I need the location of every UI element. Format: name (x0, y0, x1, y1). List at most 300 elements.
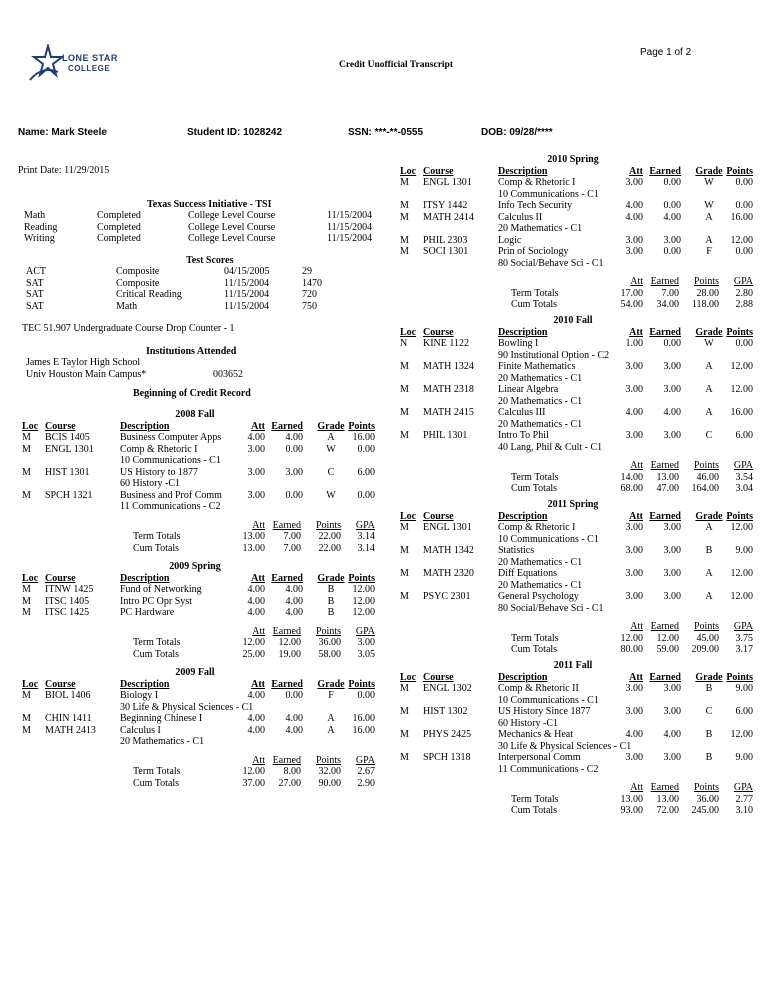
course-description: PC Hardware (120, 607, 175, 618)
tsi-level: College Level Course (188, 210, 276, 221)
col-header-course: Course (45, 572, 76, 584)
cum-totals-label: Cum Totals (511, 299, 558, 310)
term-totals-earned: 12.00 (278, 637, 301, 648)
course-points: 12.00 (730, 729, 753, 740)
course-code: ENGL 1301 (423, 177, 472, 188)
course-grade: W (704, 200, 714, 211)
tsi-status: Completed (97, 210, 141, 221)
term-totals-att: 12.00 (620, 632, 643, 644)
course-loc: M (400, 246, 409, 257)
totals-header-points: Points (693, 621, 719, 632)
course-att: 4.00 (247, 584, 265, 595)
course-description: Comp & Rhetoric II (498, 683, 579, 694)
term-totals-points: 32.00 (318, 766, 341, 777)
col-header-att: Att (629, 510, 643, 522)
col-header-loc: Loc (400, 510, 417, 522)
totals-header-att: Att (252, 519, 265, 531)
col-header-description: Description (498, 326, 548, 338)
col-header-att: Att (629, 165, 643, 177)
course-points: 6.00 (735, 430, 753, 441)
cum-totals-att: 68.00 (620, 483, 643, 494)
course-code: BCIS 1405 (45, 432, 90, 443)
cum-totals-points: 58.00 (318, 648, 341, 660)
course-points: 12.00 (352, 584, 375, 595)
term-totals-earned: 7.00 (661, 287, 679, 299)
course-earned: 4.00 (663, 211, 681, 223)
course-att: 3.00 (625, 545, 643, 556)
course-att: 3.00 (625, 234, 643, 246)
course-earned: 0.00 (663, 246, 681, 257)
term-totals-earned: 13.00 (656, 793, 679, 805)
totals-header-earned: Earned (650, 782, 679, 793)
col-header-earned: Earned (271, 572, 303, 584)
test-component: Critical Reading (116, 289, 182, 300)
col-header-loc: Loc (400, 165, 417, 177)
course-description: Logic (498, 234, 522, 246)
col-header-att: Att (251, 420, 265, 432)
totals-header-earned: Earned (272, 625, 301, 637)
course-category: 10 Communications - C1 (498, 188, 599, 200)
course-code: PHIL 2303 (423, 234, 468, 246)
totals-header-att: Att (630, 460, 643, 471)
course-earned: 0.00 (285, 489, 303, 501)
term-totals-points: 36.00 (318, 637, 341, 648)
course-att: 4.00 (625, 211, 643, 223)
course-att: 3.00 (625, 568, 643, 579)
course-points: 9.00 (735, 545, 753, 556)
term-totals-label: Term Totals (511, 471, 559, 483)
course-points: 12.00 (730, 384, 753, 395)
course-category: 90 Institutional Option - C2 (498, 349, 610, 361)
course-loc: M (400, 177, 409, 188)
course-earned: 0.00 (663, 338, 681, 349)
term-totals-earned: 8.00 (283, 766, 301, 777)
course-loc: M (400, 545, 409, 556)
course-grade: B (327, 607, 335, 618)
term-totals-gpa: 2.67 (357, 766, 375, 777)
course-earned: 0.00 (285, 443, 303, 455)
course-code: ENGL 1302 (423, 683, 472, 694)
course-grade: F (706, 246, 712, 257)
totals-header-att: Att (252, 754, 265, 766)
course-description: Prin of Sociology (498, 246, 569, 257)
cum-totals-label: Cum Totals (511, 483, 558, 494)
course-grade: C (327, 466, 335, 478)
course-earned: 3.00 (663, 522, 681, 533)
test-row (0, 266, 390, 278)
course-grade: A (705, 568, 713, 579)
col-header-grade: Grade (695, 165, 723, 177)
test-component: Composite (116, 277, 160, 289)
course-description: Intro To Phil (498, 430, 549, 441)
course-att: 3.00 (625, 430, 643, 441)
course-category: 20 Mathematics - C1 (498, 556, 583, 568)
col-header-att: Att (629, 326, 643, 338)
course-loc: M (22, 443, 31, 455)
course-points: 12.00 (730, 234, 753, 246)
term-2011-spring (378, 499, 768, 656)
course-grade: A (705, 384, 713, 395)
col-header-loc: Loc (22, 572, 39, 584)
test-date: 11/15/2004 (224, 277, 270, 289)
course-points: 0.00 (357, 489, 375, 501)
course-description: Diff Equations (498, 568, 557, 579)
course-grade: C (705, 706, 713, 717)
term-totals-att: 17.00 (620, 287, 643, 299)
course-code: HIST 1301 (45, 466, 90, 478)
term-totals-points: 36.00 (696, 793, 719, 805)
term-totals-gpa: 3.14 (357, 531, 375, 542)
test-component: Composite (116, 266, 160, 277)
col-header-points: Points (726, 165, 753, 177)
course-loc: M (400, 407, 409, 418)
course-loc: M (22, 607, 31, 618)
course-category: 10 Communications - C1 (498, 694, 599, 706)
tsi-level: College Level Course (188, 221, 276, 233)
col-header-earned: Earned (649, 165, 681, 177)
course-category: 60 History -C1 (498, 717, 558, 729)
course-earned: 3.00 (663, 384, 681, 395)
tsi-status: Completed (97, 221, 141, 233)
course-earned: 4.00 (285, 432, 303, 443)
cum-totals-att: 54.00 (620, 299, 643, 310)
totals-header-att: Att (630, 276, 643, 287)
test-name: SAT (26, 300, 44, 312)
course-description: Comp & Rhetoric I (498, 522, 576, 533)
course-earned: 3.00 (663, 361, 681, 372)
tsi-subject: Math (24, 210, 46, 221)
course-code: ITSC 1425 (45, 607, 90, 618)
term-totals-points: 46.00 (696, 471, 719, 483)
course-att: 3.00 (625, 361, 643, 372)
course-code: PHYS 2425 (423, 729, 472, 740)
course-code: MATH 2318 (423, 384, 474, 395)
totals-header-points: Points (693, 276, 719, 287)
cum-totals-gpa: 3.17 (735, 644, 753, 655)
course-points: 12.00 (352, 607, 375, 618)
course-att: 4.00 (247, 607, 265, 618)
cum-totals-gpa: 2.88 (735, 299, 753, 310)
course-code: ITSC 1405 (45, 595, 90, 607)
term-title: 2011 Fall (553, 660, 593, 671)
term-title: 2010 Spring (547, 154, 599, 165)
col-header-description: Description (120, 678, 170, 690)
course-code: CHIN 1411 (45, 713, 92, 724)
course-att: 4.00 (247, 724, 265, 736)
course-description: Beginning Chinese I (120, 713, 203, 724)
course-earned: 4.00 (285, 584, 303, 595)
course-grade: B (327, 584, 335, 595)
course-points: 12.00 (730, 361, 753, 372)
term-totals-label: Term Totals (511, 287, 559, 299)
course-code: KINE 1122 (423, 338, 470, 349)
course-loc: M (400, 361, 409, 372)
cum-totals-gpa: 3.05 (357, 648, 375, 660)
col-header-earned: Earned (649, 671, 681, 683)
cum-totals-label: Cum Totals (133, 777, 180, 789)
tsi-date: 11/15/2004 (327, 233, 373, 244)
cum-totals-att: 13.00 (242, 542, 265, 554)
course-description: Intro PC Opr Syst (120, 595, 192, 607)
college-logo (28, 44, 118, 84)
logo-text-line1: LONE STAR (62, 53, 118, 63)
course-grade: F (328, 690, 334, 701)
course-description: Fund of Networking (120, 584, 202, 595)
course-grade: B (705, 683, 713, 694)
course-earned: 3.00 (663, 706, 681, 717)
totals-header-earned: Earned (272, 519, 301, 531)
course-loc: M (400, 729, 409, 740)
col-header-att: Att (251, 678, 265, 690)
cum-totals-earned: 27.00 (278, 777, 301, 789)
course-grade: W (704, 177, 714, 188)
course-code: MATH 2413 (45, 724, 96, 736)
totals-header-points: Points (315, 754, 341, 766)
col-header-loc: Loc (400, 326, 417, 338)
course-category: 80 Social/Behave Sci - C1 (498, 602, 604, 614)
course-grade: A (705, 522, 713, 533)
term-totals-label: Term Totals (133, 766, 181, 777)
term-title: 2009 Fall (175, 667, 215, 678)
course-points: 12.00 (730, 591, 753, 602)
test-score: 29 (302, 266, 312, 277)
test-scores-title: Test Scores (186, 255, 234, 266)
course-loc: M (22, 690, 31, 701)
student-ssn: SSN: ***-**-0555 (348, 127, 424, 138)
test-date: 11/15/2004 (224, 289, 270, 300)
course-description: US History Since 1877 (498, 706, 591, 717)
cum-totals-label: Cum Totals (511, 644, 558, 655)
test-score: 1470 (302, 277, 322, 289)
col-header-earned: Earned (271, 420, 303, 432)
cum-totals-earned: 47.00 (656, 483, 679, 494)
course-grade: B (705, 729, 713, 740)
course-description: General Psychology (498, 591, 579, 602)
col-header-loc: Loc (400, 671, 417, 683)
course-category: 30 Life & Physical Sciences - C1 (498, 740, 632, 752)
col-header-points: Points (348, 572, 375, 584)
course-earned: 3.00 (663, 683, 681, 694)
course-att: 3.00 (625, 384, 643, 395)
term-totals-att: 12.00 (242, 637, 265, 648)
course-loc: M (400, 430, 409, 441)
course-points: 12.00 (730, 522, 753, 533)
course-code: MATH 2414 (423, 211, 474, 223)
course-points: 9.00 (735, 683, 753, 694)
institution-name: Univ Houston Main Campus* (26, 368, 147, 380)
course-loc: M (22, 466, 31, 478)
course-att: 3.00 (625, 683, 643, 694)
course-att: 4.00 (247, 690, 265, 701)
totals-header-earned: Earned (272, 754, 301, 766)
course-att: 4.00 (247, 432, 265, 443)
totals-header-earned: Earned (650, 460, 679, 471)
test-row (0, 278, 390, 290)
tsi-date: 11/15/2004 (327, 221, 373, 233)
course-att: 1.00 (625, 338, 643, 349)
print-date: Print Date: 11/29/2015 (18, 165, 110, 176)
term-totals-gpa: 3.00 (357, 637, 375, 648)
course-loc: M (22, 724, 31, 736)
course-grade: W (704, 338, 714, 349)
course-earned: 3.00 (663, 591, 681, 602)
totals-header-points: Points (693, 460, 719, 471)
course-code: BIOL 1406 (45, 690, 91, 701)
course-description: Comp & Rhetoric I (498, 177, 576, 188)
course-loc: M (22, 432, 31, 443)
course-points: 6.00 (735, 706, 753, 717)
tsi-subject: Writing (24, 233, 55, 244)
test-name: SAT (26, 277, 44, 289)
course-loc: N (400, 338, 408, 349)
course-loc: M (400, 522, 409, 533)
cum-totals-earned: 72.00 (656, 805, 679, 816)
tsi-row (0, 222, 390, 234)
col-header-grade: Grade (317, 572, 345, 584)
totals-header-gpa: GPA (733, 276, 753, 287)
course-points: 16.00 (730, 407, 753, 418)
course-code: MATH 1324 (423, 361, 474, 372)
course-category: 20 Mathematics - C1 (498, 372, 583, 384)
course-points: 6.00 (357, 466, 375, 478)
course-earned: 3.00 (663, 430, 681, 441)
course-code: ITNW 1425 (45, 584, 94, 595)
course-code: ENGL 1301 (45, 443, 94, 455)
totals-header-earned: Earned (650, 621, 679, 632)
course-code: PSYC 2301 (423, 591, 471, 602)
totals-header-points: Points (315, 625, 341, 637)
star-logo-icon (28, 44, 64, 82)
col-header-course: Course (423, 510, 454, 522)
col-header-description: Description (498, 510, 548, 522)
course-earned: 4.00 (663, 407, 681, 418)
term-2008-fall (0, 409, 390, 554)
cum-totals-earned: 19.00 (278, 648, 301, 660)
course-description: Info Tech Security (498, 200, 573, 211)
test-name: ACT (26, 266, 46, 277)
cum-totals-points: 118.00 (691, 299, 719, 310)
course-earned: 4.00 (285, 713, 303, 724)
course-points: 0.00 (735, 246, 753, 257)
cum-totals-earned: 7.00 (283, 542, 301, 554)
course-grade: A (705, 211, 713, 223)
col-header-earned: Earned (649, 510, 681, 522)
course-description: US History to 1877 (120, 466, 199, 478)
totals-header-gpa: GPA (733, 782, 753, 793)
test-name: SAT (26, 289, 44, 300)
cum-totals-label: Cum Totals (133, 648, 180, 660)
course-grade: A (327, 724, 335, 736)
cum-totals-points: 245.00 (691, 805, 719, 816)
col-header-grade: Grade (317, 678, 345, 690)
course-loc: M (400, 591, 409, 602)
totals-header-att: Att (252, 625, 265, 637)
course-description: Interpersonal Comm (498, 752, 581, 763)
cum-totals-att: 25.00 (242, 648, 265, 660)
term-totals-att: 13.00 (620, 793, 643, 805)
term-totals-points: 45.00 (696, 632, 719, 644)
term-totals-points: 22.00 (318, 531, 341, 542)
totals-header-gpa: GPA (355, 754, 375, 766)
tsi-row (0, 233, 390, 245)
cum-totals-points: 90.00 (318, 777, 341, 789)
test-score: 750 (302, 300, 317, 312)
totals-header-gpa: GPA (355, 625, 375, 637)
totals-header-att: Att (630, 782, 643, 793)
test-score: 720 (302, 289, 317, 300)
course-description: Mechanics & Heat (498, 729, 573, 740)
cum-totals-att: 80.00 (620, 644, 643, 655)
course-category: 11 Communications - C2 (120, 501, 221, 512)
col-header-loc: Loc (22, 420, 39, 432)
course-description: Statistics (498, 545, 535, 556)
term-2010-fall (378, 315, 768, 495)
course-grade: A (705, 234, 713, 246)
course-att: 4.00 (247, 595, 265, 607)
totals-header-gpa: GPA (355, 519, 375, 531)
course-points: 0.00 (735, 177, 753, 188)
course-att: 3.00 (625, 246, 643, 257)
totals-header-att: Att (630, 621, 643, 632)
term-2009-spring (0, 561, 390, 660)
course-earned: 0.00 (663, 177, 681, 188)
totals-header-gpa: GPA (733, 460, 753, 471)
cum-totals-att: 37.00 (242, 777, 265, 789)
course-points: 16.00 (730, 211, 753, 223)
course-category: 11 Communications - C2 (498, 763, 599, 775)
term-totals-label: Term Totals (133, 531, 181, 542)
col-header-grade: Grade (695, 326, 723, 338)
col-header-loc: Loc (22, 678, 39, 690)
term-totals-gpa: 3.54 (735, 471, 753, 483)
course-att: 3.00 (247, 443, 265, 455)
course-grade: A (705, 407, 713, 418)
col-header-description: Description (120, 420, 170, 432)
course-att: 3.00 (625, 591, 643, 602)
totals-header-earned: Earned (650, 276, 679, 287)
course-loc: M (400, 568, 409, 579)
course-att: 4.00 (247, 713, 265, 724)
term-title: 2008 Fall (175, 409, 215, 420)
course-description: Calculus III (498, 407, 546, 418)
tsi-subject: Reading (24, 221, 58, 233)
course-description: Bowling I (498, 338, 539, 349)
course-description: Comp & Rhetoric I (120, 443, 198, 455)
course-points: 16.00 (352, 713, 375, 724)
course-att: 3.00 (625, 706, 643, 717)
course-att: 3.00 (625, 752, 643, 763)
col-header-course: Course (423, 165, 454, 177)
course-loc: M (400, 683, 409, 694)
test-scores-table (0, 266, 390, 312)
term-totals-gpa: 2.80 (735, 287, 753, 299)
cum-totals-gpa: 3.04 (735, 483, 753, 494)
student-name: Name: Mark Steele (18, 127, 107, 138)
course-grade: A (705, 591, 713, 602)
test-date: 04/15/2005 (224, 266, 270, 277)
totals-header-points: Points (693, 782, 719, 793)
course-grade: A (705, 361, 713, 372)
course-loc: M (400, 752, 409, 763)
tsi-table (0, 210, 390, 246)
course-description: Biology I (120, 690, 159, 701)
col-header-course: Course (423, 671, 454, 683)
course-points: 9.00 (735, 752, 753, 763)
course-grade: A (327, 713, 335, 724)
student-id: Student ID: 1028242 (187, 127, 283, 138)
course-category: 20 Mathematics - C1 (498, 395, 583, 407)
term-2009-fall (0, 667, 390, 789)
